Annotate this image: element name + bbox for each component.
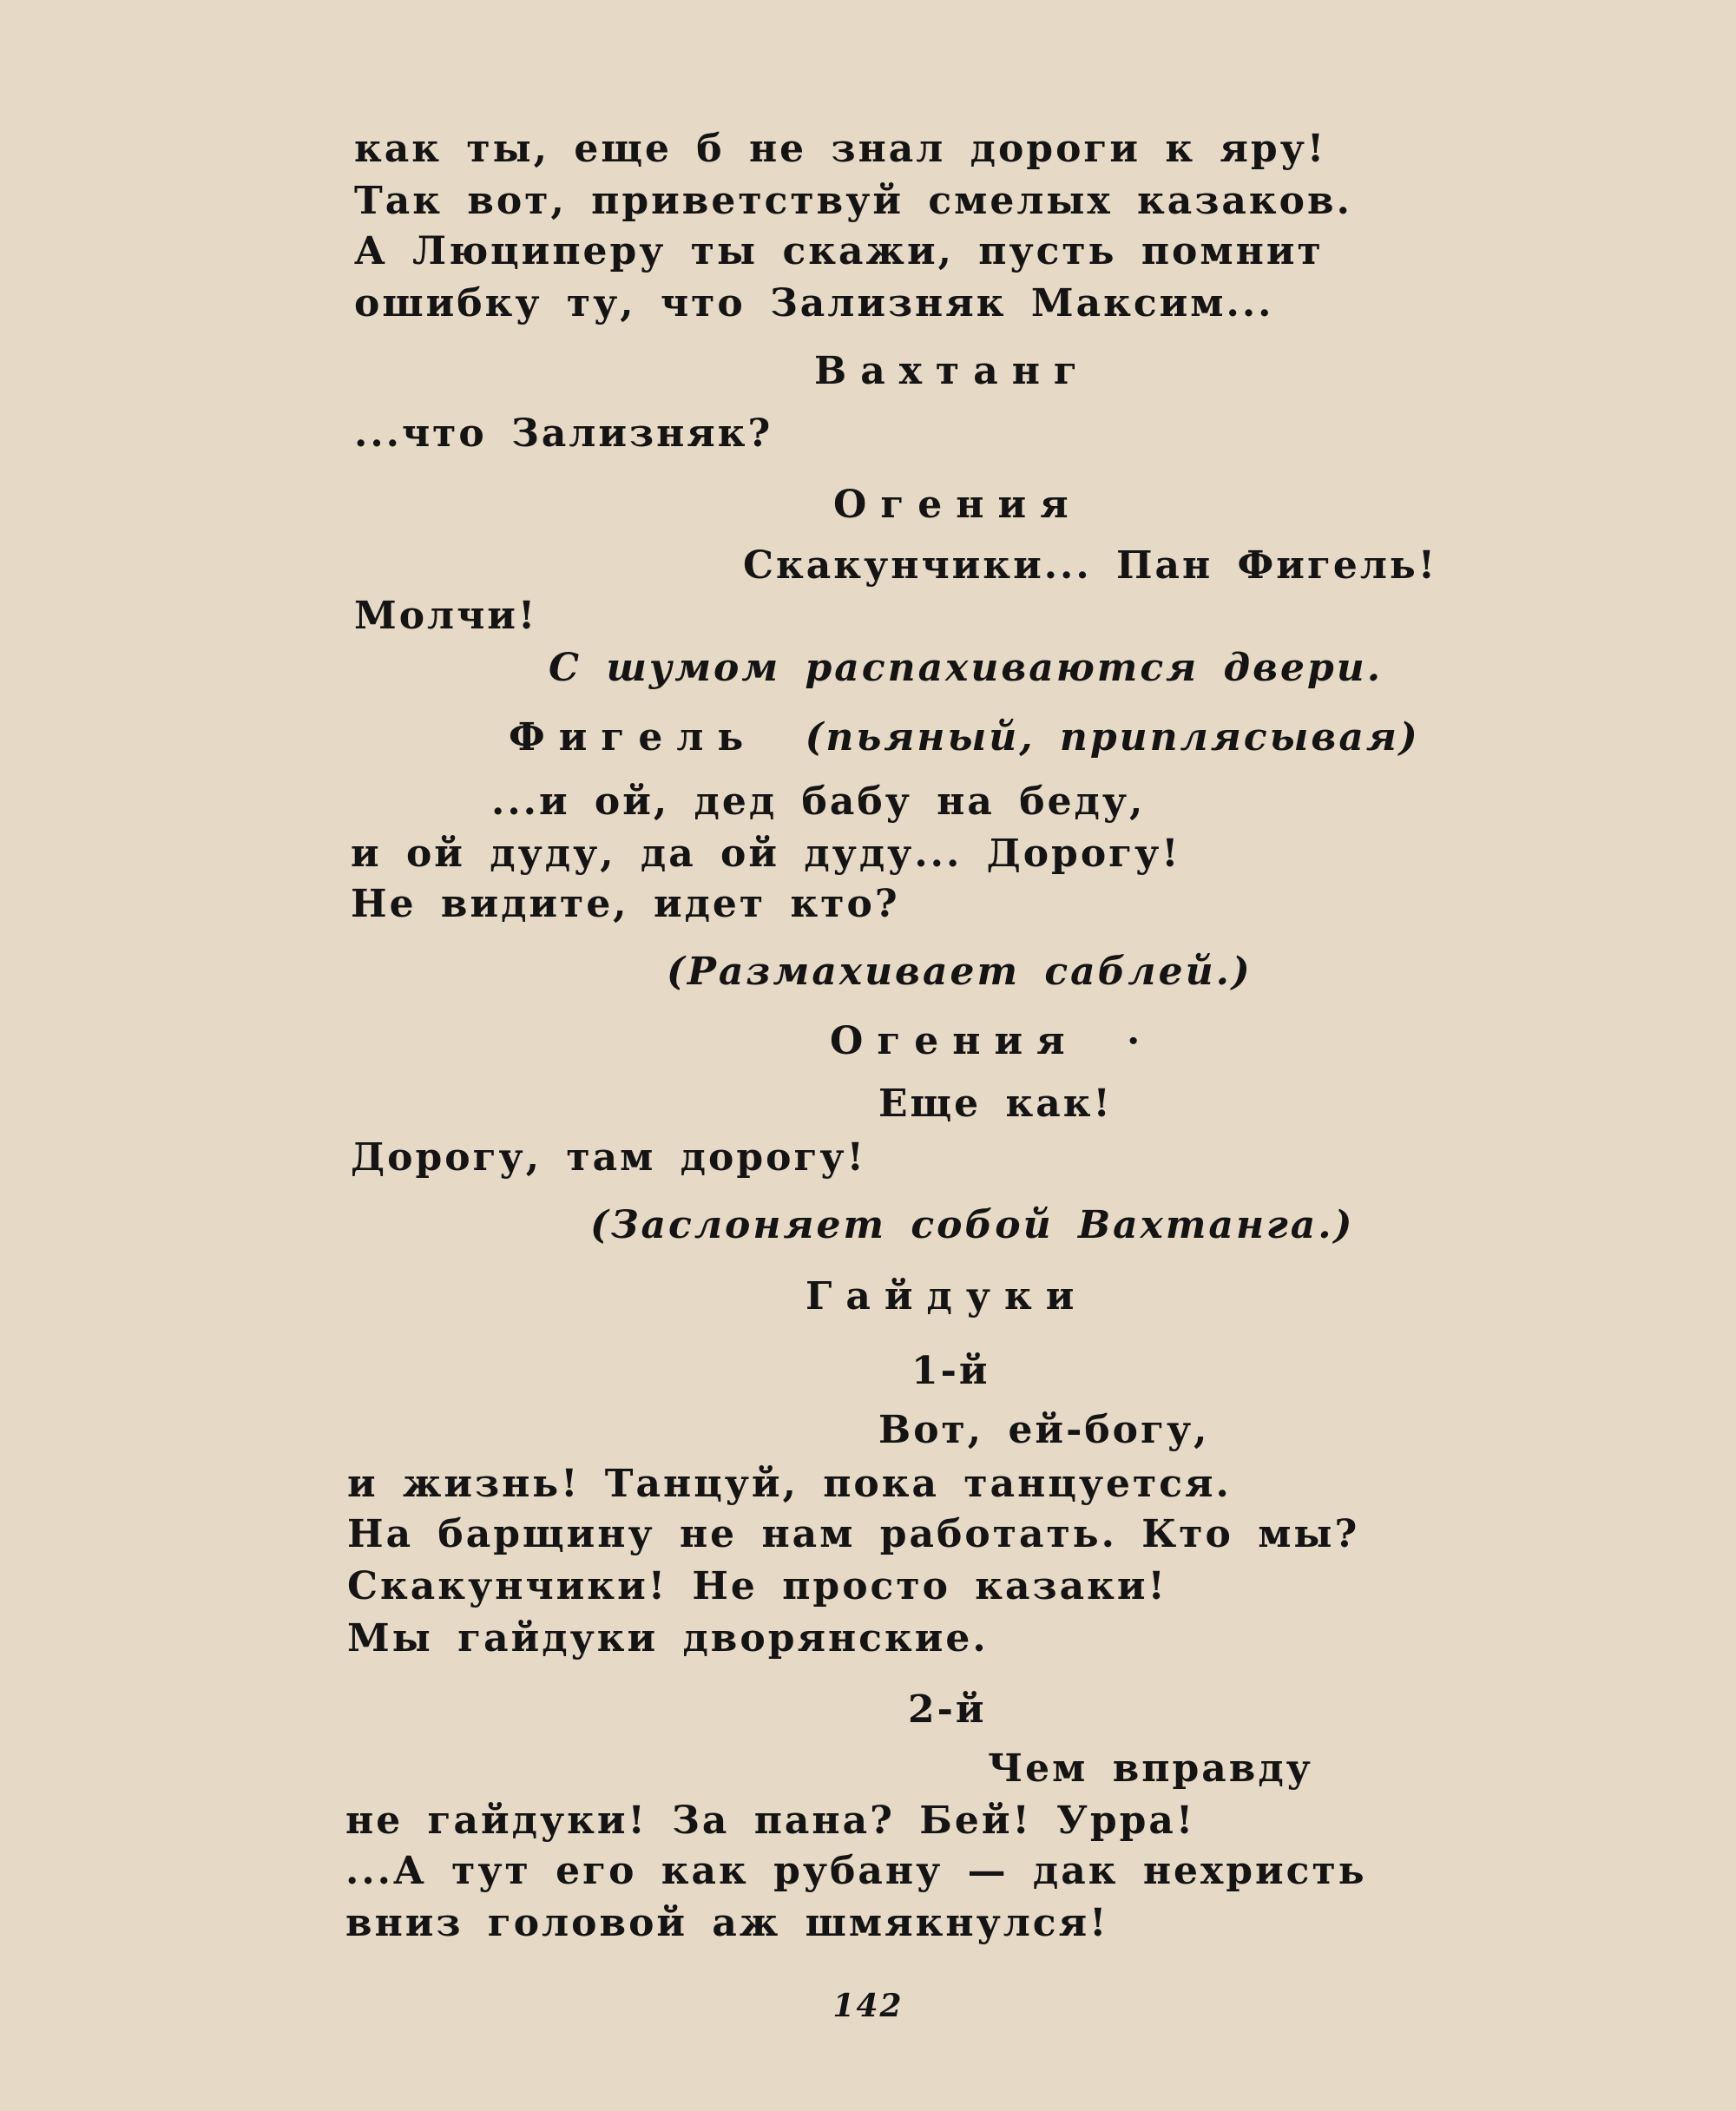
stage-direction: (Размахивает саблей.)	[667, 950, 1253, 994]
verse-line: Скакунчики! Не просто казаки!	[347, 1564, 1167, 1608]
verse-line: А Люциперу ты скажи, пусть помнит	[354, 229, 1324, 273]
speaker-name: Огения	[833, 483, 1082, 527]
verse-line: ...что Зализняк?	[354, 411, 773, 456]
speaker-name: Огения ·	[830, 1019, 1154, 1063]
verse-line: Еще как!	[878, 1082, 1113, 1126]
stage-direction: (пьяный, приплясывая)	[805, 715, 1420, 760]
speaker-name: Вахтанг	[814, 349, 1091, 393]
verse-line: ошибку ту, что Зализняк Максим...	[354, 281, 1274, 326]
verse-line: Вот, ей-богу,	[878, 1408, 1210, 1452]
speaker-number: 1-й	[911, 1349, 990, 1393]
verse-line: не гайдуки! За пана? Бей! Урра!	[345, 1799, 1196, 1843]
verse-line: ...А тут его как рубану — дак нехристь	[345, 1849, 1367, 1893]
verse-line: как ты, еще б не знал дороги к яру!	[354, 127, 1327, 171]
verse-line: Не видите, идет кто?	[351, 882, 900, 926]
verse-line: вниз головой аж шмякнулся!	[345, 1901, 1109, 1945]
speaker-name: Гайдуки	[806, 1274, 1088, 1319]
stage-direction: (Заслоняет собой Вахтанга.)	[590, 1203, 1355, 1247]
stage-direction: С шумом распахиваются двери.	[549, 646, 1384, 690]
speaker-name: Фигель	[509, 715, 758, 760]
verse-line: Чем вправду	[988, 1746, 1313, 1791]
verse-line: и жизнь! Танцуй, пока танцуется.	[347, 1462, 1232, 1506]
verse-line: Молчи!	[354, 594, 538, 638]
verse-line: На барщину не нам работать. Кто мы?	[347, 1512, 1360, 1556]
verse-line: Мы гайдуки дворянские.	[347, 1616, 989, 1661]
speaker-line	[509, 715, 1420, 760]
verse-line: Так вот, приветствуй смелых казаков.	[354, 179, 1352, 223]
speaker-number: 2-й	[908, 1687, 987, 1732]
verse-line: ...и ой, дед бабу на беду,	[491, 779, 1146, 824]
verse-line: Скакунчики... Пан Фигель!	[743, 543, 1438, 588]
verse-line: и ой дуду, да ой дуду... Дорогу!	[351, 832, 1181, 876]
verse-line: Дорогу, там дорогу!	[351, 1135, 866, 1180]
page-number: 142	[832, 1988, 904, 2024]
